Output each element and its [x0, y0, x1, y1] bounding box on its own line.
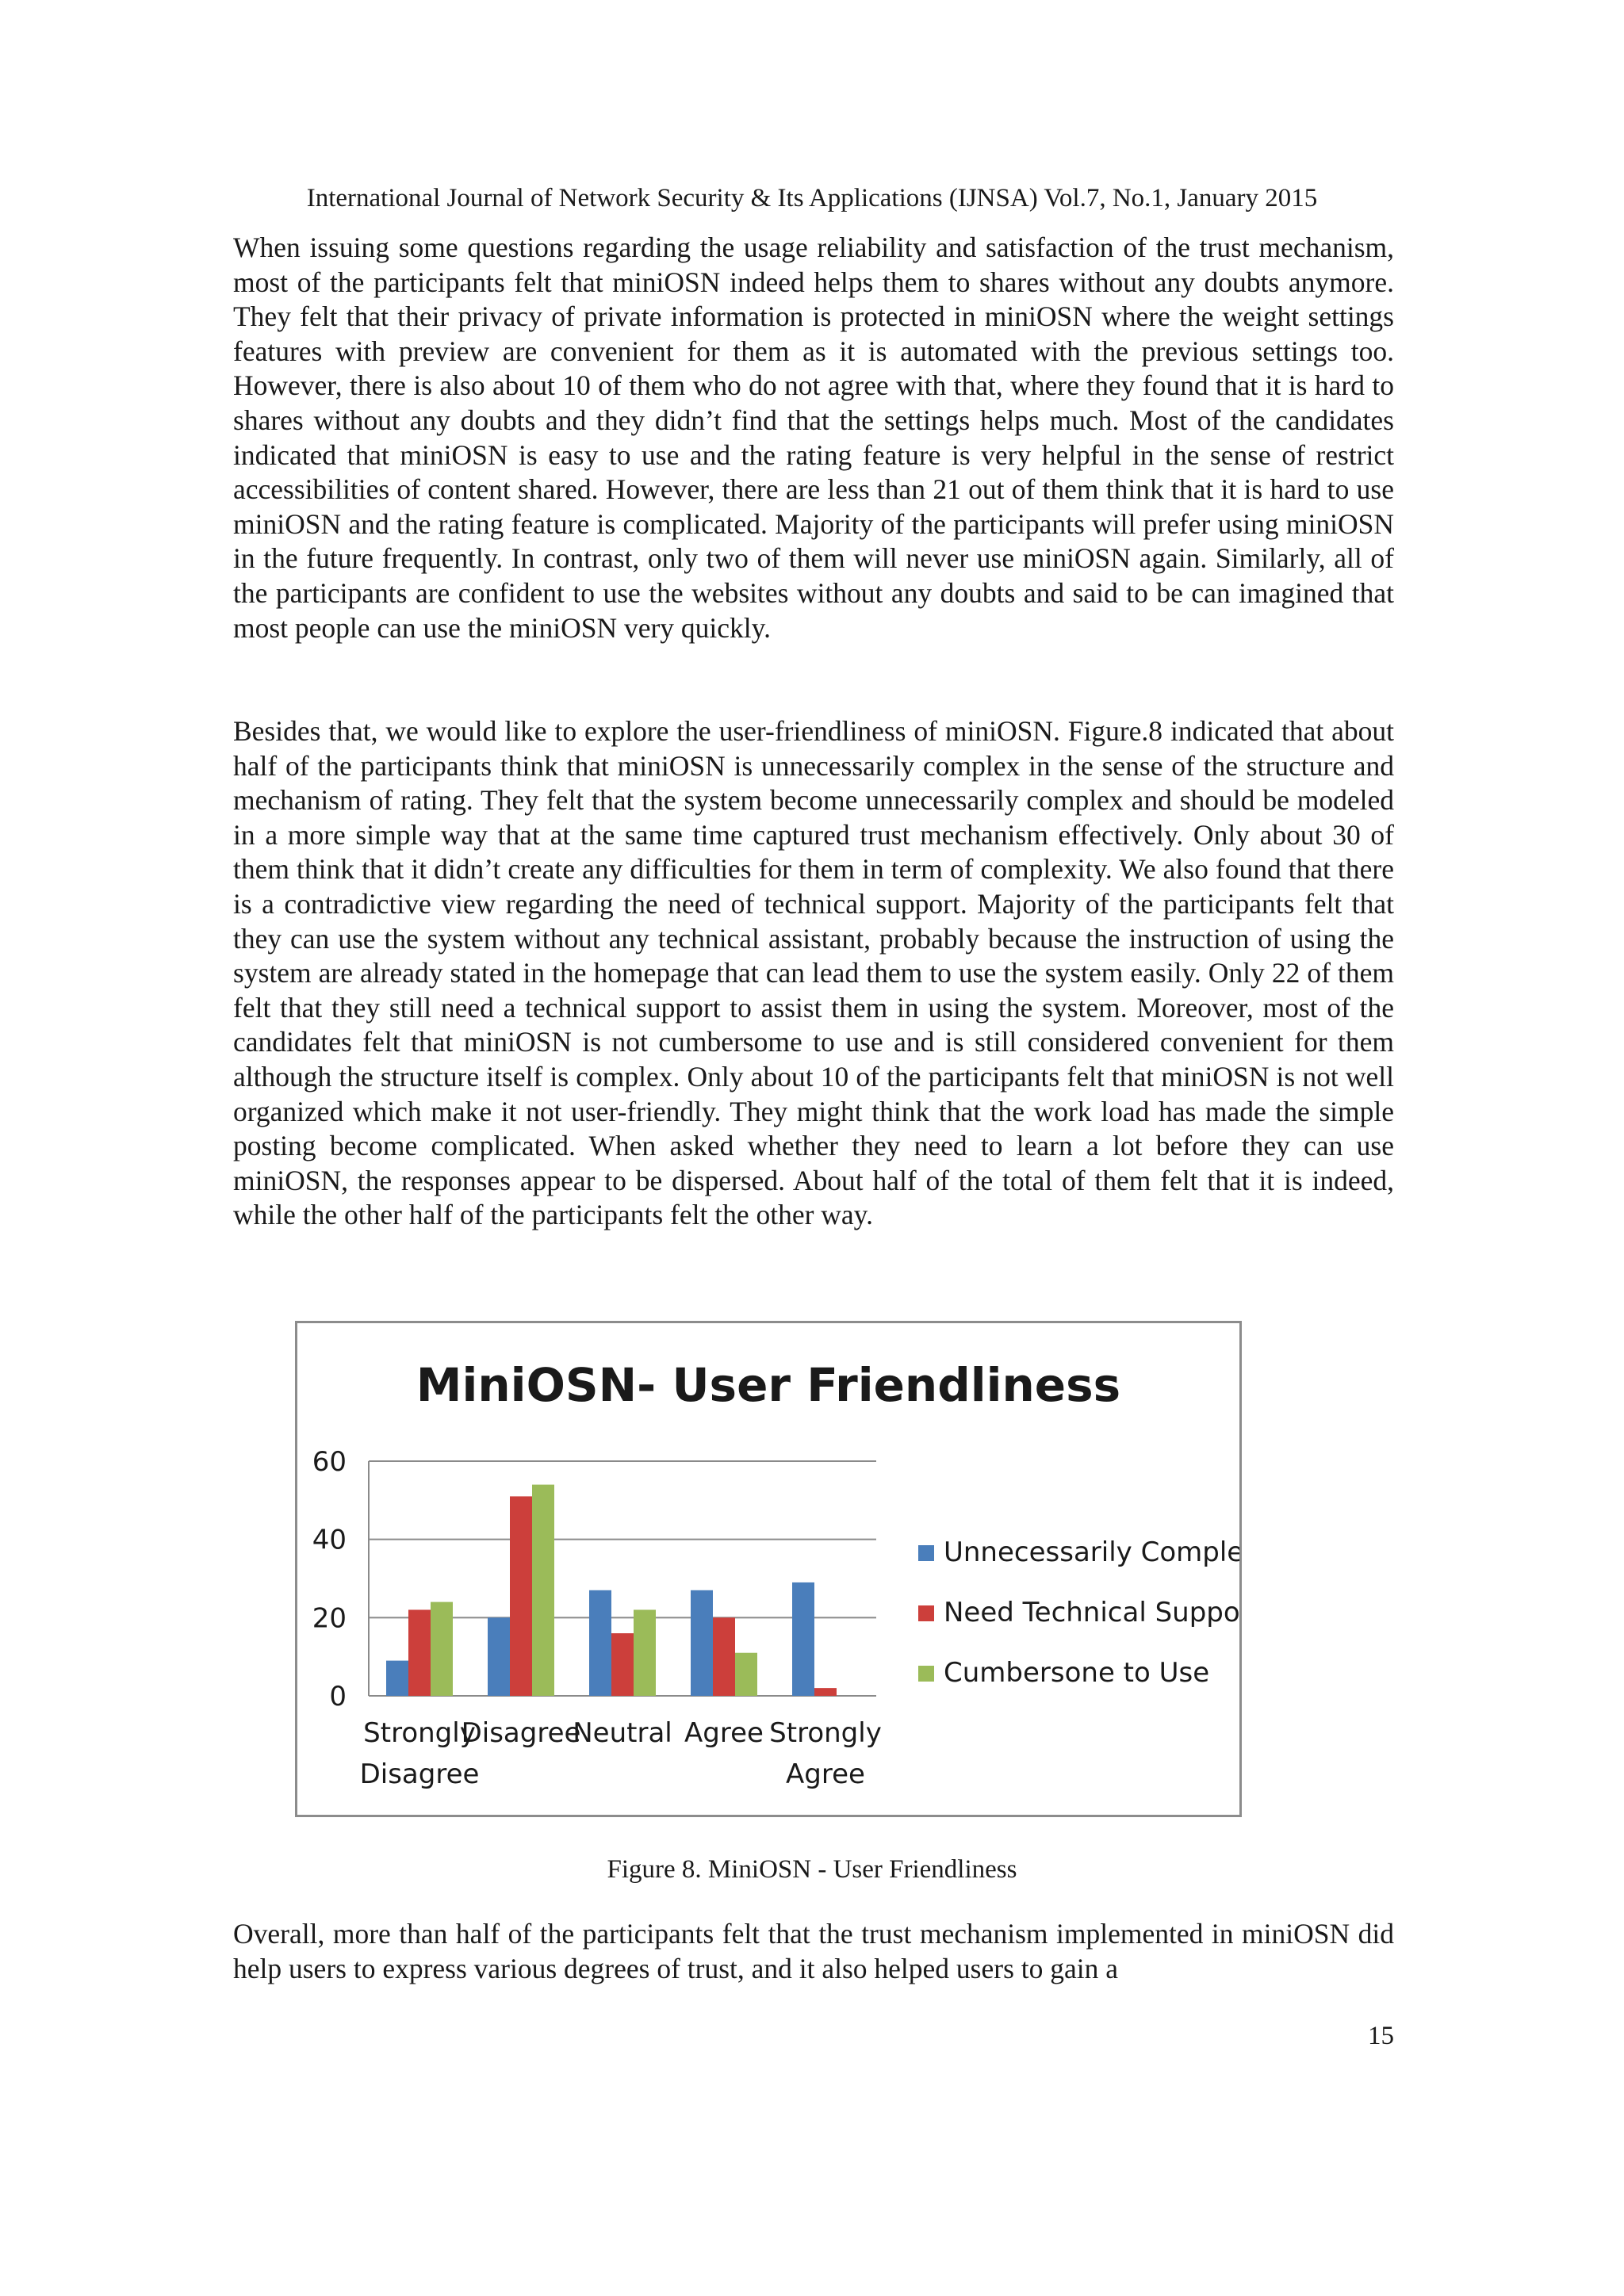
legend-label-1: Unnecessarily Complex — [944, 1536, 1239, 1568]
bar-2-1 — [408, 1609, 431, 1696]
bar-1-1 — [386, 1661, 408, 1696]
bar-2-3 — [611, 1633, 634, 1696]
bar-3-4 — [735, 1653, 757, 1696]
legend-swatch-3 — [918, 1666, 934, 1682]
bar-3-1 — [431, 1602, 453, 1696]
figure-8-chart-frame — [295, 1321, 1242, 1817]
x-tick-label-2-1: Disagree — [461, 1717, 581, 1749]
bar-2-2 — [510, 1496, 532, 1696]
chart-title: MiniOSN- User Friendliness — [416, 1358, 1121, 1412]
x-tick-label-4-1: Agree — [684, 1717, 764, 1749]
bar-2-5 — [814, 1688, 837, 1696]
x-tick-label-1-1: Strongly — [363, 1717, 476, 1749]
legend-label-3: Cumbersone to Use — [944, 1657, 1210, 1689]
bar-1-5 — [792, 1582, 814, 1696]
y-tick-label-60: 60 — [312, 1446, 347, 1478]
bar-3-3 — [634, 1609, 656, 1696]
bar-1-3 — [589, 1590, 611, 1696]
legend-label-2: Need Technical Support — [944, 1597, 1239, 1628]
page-number: 15 — [1368, 2022, 1394, 2050]
x-tick-label-5-1: Strongly — [769, 1717, 882, 1749]
bar-3-2 — [532, 1485, 554, 1696]
legend-swatch-2 — [918, 1605, 934, 1621]
x-tick-label-5-2: Agree — [786, 1758, 865, 1790]
figure-caption: Figure 8. MiniOSN - User Friendliness — [607, 1855, 1017, 1884]
bar-2-4 — [713, 1617, 735, 1696]
bar-1-4 — [691, 1590, 713, 1696]
bar-1-2 — [488, 1617, 510, 1696]
journal-header: International Journal of Network Security & Its Applications (IJNSA) Vol.7, No.1, January 2015 — [306, 184, 1318, 212]
x-tick-label-1-2: Disagree — [359, 1758, 480, 1790]
y-tick-label-0: 0 — [329, 1681, 347, 1712]
y-tick-label-40: 40 — [312, 1524, 347, 1556]
body-paragraph-3: Overall, more than half of the participants felt that the trust mechanism implemented in miniOSN did help users to express various degrees of trust, and it also helped users to gain a — [233, 1918, 1394, 1984]
user-friendliness-bar-chart — [297, 1323, 1239, 1815]
body-paragraph-2: Besides that, we would like to explore the user-friendliness of miniOSN. Figure.8 indicated that about half of the participants think that miniOSN is unnecessarily complex in the sense of the structure and mechanism of rating. They felt that the system become unnecessarily complex and should be modeled in a more simple way that at the same time captured trust mechanism effectively. Only about 30 of them think that it didn’t create any difficulties for them in term of complexity. We also found that there is a contradictive view regarding the need of technical support. Majority of the participants felt that they can use the system without any technical assistant, probably because the instruction of using the system are already stated in the homepage that can lead them to use the system easily. Only 22 of them felt that they still need a technical support to assist them in using the system. Moreover, most of the candidates felt that miniOSN is not cumbersome to use and is still considered convenient for them although the structure itself is complex. Only about 10 of the participants felt that miniOSN is not well organized which make it not user-friendly. They might think that the work load has made the simple posting become complicated. When asked whether they need to learn a lot before they can use miniOSN, the responses appear to be dispersed. About half of the total of them felt that it is indeed, while the other half of the participants felt the other way. — [233, 715, 1394, 1231]
legend-swatch-1 — [918, 1545, 934, 1561]
y-tick-label-20: 20 — [312, 1602, 347, 1635]
x-tick-label-3-1: Neutral — [573, 1717, 672, 1749]
body-paragraph-1: When issuing some questions regarding the usage reliability and satisfaction of the trust mechanism, most of the participants felt that miniOSN indeed helps them to shares without any doubts anymore. They felt that their privacy of private information is protected in miniOSN where the weight settings features with preview are convenient for them as it is automated with the previous settings too. However, there is also about 10 of them who do not agree with that, where they found that it is hard to shares without any doubts and they didn’t find that the settings helps much. Most of the candidates indicated that miniOSN is easy to use and the rating feature is very helpful in the sense of restrict accessibilities of content shared. However, there are less than 21 out of them think that it is hard to use miniOSN and the rating feature is complicated. Majority of the participants will prefer using miniOSN in the future frequently. In contrast, only two of them will never use miniOSN again. Similarly, all of the participants are confident to use the websites without any doubts and said to be can imagined that most people can use the miniOSN very quickly. — [233, 232, 1394, 644]
